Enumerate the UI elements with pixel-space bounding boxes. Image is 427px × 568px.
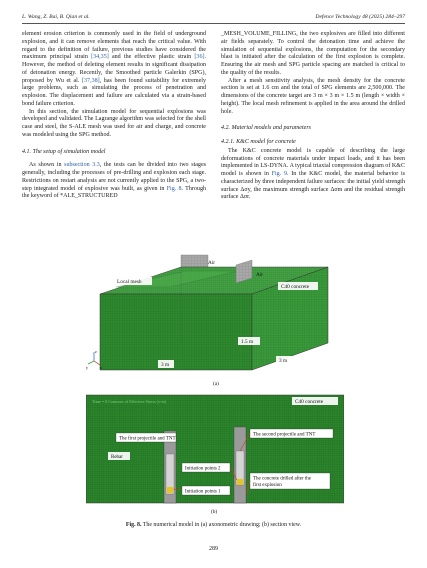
citation-link[interactable]: [36] xyxy=(194,54,205,61)
label-drilled-line-2: first explosion xyxy=(253,483,282,488)
label-air-top: Air xyxy=(208,260,216,266)
left-paragraph-2: In this section, the simulation model for sequential explosions was developed and validated. The Lagrange algorithm was selected for the shell case and steel, the S-ALE mesh was used for air and charge, and concrete was modeled using the SPG method. xyxy=(22,108,206,138)
running-header-journal: Defence Technology 48 (2025) 284–297 xyxy=(315,14,405,20)
text-span: . In the K&C model, the material behavior is characterized by three independent failure surfaces: the initial yield strength surface Δσy, the maximum strength surface Δσm and the residual strength surface Δσr. xyxy=(221,171,405,201)
citation-link[interactable]: [37,38] xyxy=(82,77,100,84)
right-paragraph-2: After a mesh sensitivity analysis, the mesh density for the concrete section is set at 1.6 cm and the total of SPG elements are 2,500,000. The dimensions of the concrete target are 3 m × 3 m × 1.5 m (length × width × height). The local mesh refinement is applied in the area around the drilled hole. xyxy=(221,77,405,115)
text-span: element erosion criterion is commonly used in the field of underground explosion, and it can remove elements that reach the critical value. With regard to the definition of failure, previous studies have considered the maximum principal strain xyxy=(22,31,206,61)
right-paragraph-3 xyxy=(221,148,405,202)
page-number: 289 xyxy=(209,546,218,552)
left-paragraph-1 xyxy=(22,31,206,109)
text-span: The K&C concrete model is capable of describing the large deformations of concrete materials under impact loads, and it has been implemented in LS-DYNA. A typical triaxial compression diagram of K&C model is shown in xyxy=(221,147,405,177)
label-local-mesh: Local mesh xyxy=(117,279,142,285)
subsection-link[interactable]: subsection 3.3 xyxy=(64,162,100,169)
text-span: As shown in xyxy=(29,162,65,169)
y-axis-line xyxy=(88,361,94,364)
dimension-width: 3 m xyxy=(161,362,170,368)
panel-a-axonometric xyxy=(86,255,328,387)
label-first-projectile: The first projectile and TNT xyxy=(119,436,176,442)
figure-link[interactable]: Fig. 9 xyxy=(271,171,287,177)
section-header-text: Time = 0 Contours of Effective Stress (v-m) xyxy=(92,399,167,404)
label-initiation-1: Initiation points 1 xyxy=(185,489,221,495)
first-tnt-charge xyxy=(167,487,173,493)
coordinate-axes xyxy=(86,349,102,370)
axis-label-x: x xyxy=(100,365,102,370)
text-span: and the effective plastic strain xyxy=(108,54,195,61)
running-header-authors: L. Wang, Z. Bai, B. Qian et al. xyxy=(22,14,90,20)
second-tnt-charge xyxy=(237,479,243,485)
caption-label: Fig. 8. xyxy=(125,522,142,528)
axis-label-z: z xyxy=(95,349,97,354)
panel-label-a: (a) xyxy=(213,381,219,387)
text-span: . However, the method of deleting element results in significant dissipation of detonation energy. Recently, the Smoothed particle Galerkin (SPG), proposed by Wu et al. xyxy=(22,54,206,84)
panel-label-b: (b) xyxy=(211,509,218,515)
text-span: . Through the keyword of *ALE_STRUCTURED xyxy=(22,185,206,200)
dimension-height: 1.5 m xyxy=(241,339,254,345)
dimension-length: 3 m xyxy=(279,358,288,364)
figure-8 xyxy=(86,251,344,519)
label-rebar: Rebar xyxy=(111,455,123,460)
label-second-projectile: The second projectile and TNT xyxy=(253,432,316,438)
right-paragraph-1: _MESH_VOLUME_FILLING, the two explosives are filled into different air fields separately. To control the detonation time and achieve the simulation of sequential explosions, the computation for the secondary blast is initiated after the calculation of the first explosion is complete. Ensuring the air mesh and SPG particle spacing are matched is critical to the quality of the results. xyxy=(221,31,405,76)
left-column xyxy=(22,31,206,201)
subsection-heading-4-2-1: 4.2.1. K&C model for concrete xyxy=(221,139,296,145)
section-heading-4-1: 4.1. The setup of simulation model xyxy=(22,148,106,155)
text-span: , the tests can be divided into two stages generally, including the processes of pre-drilling and explosion each stage. Restrictions on restart analysis are not currently applied to the SPG, a two-step integrated model of explosive was built, as given in xyxy=(22,162,206,192)
label-drilled-line-1: The concrete drilled after the xyxy=(253,476,312,482)
header-rule xyxy=(22,23,405,24)
panel-b-section-view xyxy=(86,395,344,515)
figure-caption xyxy=(0,522,427,528)
right-column xyxy=(221,31,405,202)
text-span: , has been found suitability for extremely large problems, such as simulating the process of penetration and explosion. The displacement and failure are calculated via a strain-based bond failure criterion. xyxy=(22,77,206,107)
section-heading-4-2: 4.2. Material models and parameters xyxy=(221,125,312,132)
label-c40-concrete-b: C40 concrete xyxy=(295,399,324,405)
axis-label-y: y xyxy=(86,365,88,370)
label-air-right: Air xyxy=(256,272,264,278)
concrete-front-face xyxy=(100,294,252,370)
label-c40-concrete-a: C40 concrete xyxy=(281,284,310,290)
citation-link[interactable]: [34,35] xyxy=(91,54,109,61)
figure-link[interactable]: Fig. 8 xyxy=(166,185,182,192)
caption-text: The numerical model in (a) axonometric drawing; (b) section view. xyxy=(141,522,302,528)
label-initiation-2: Initiation points 2 xyxy=(185,466,221,472)
left-paragraph-3 xyxy=(22,162,206,201)
